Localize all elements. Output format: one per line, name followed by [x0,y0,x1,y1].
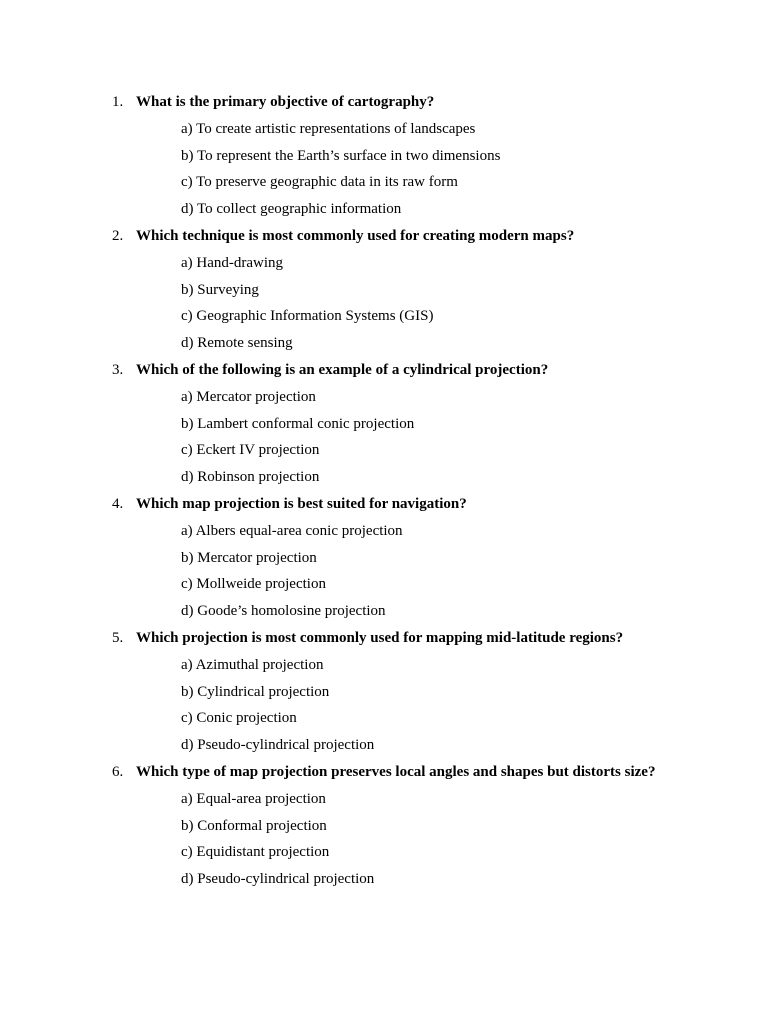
answer-option-c: c) Equidistant projection [181,844,330,861]
answer-option-a: a) Equal-area projection [181,790,326,807]
question-number: 3. [112,361,124,378]
answer-option-d: d) Remote sensing [181,335,293,352]
question-3 [0,357,768,491]
question-4 [0,491,768,625]
quiz-document [0,89,768,893]
answer-option-c: c) Conic projection [181,710,297,727]
answer-option-c: c) To preserve geographic data in its raw form [181,174,458,191]
answer-option-b: b) Lambert conformal conic projection [181,415,415,432]
answer-option-a: a) Azimuthal projection [181,656,324,673]
question-5 [0,625,768,759]
question-number: 6. [112,763,124,780]
question-header [0,625,768,652]
question-text: Which map projection is best suited for navigation? [136,495,467,512]
question-header [0,491,768,518]
answer-option-b: b) Conformal projection [181,817,327,834]
answer-option-d: d) Pseudo-cylindrical projection [181,737,375,754]
question-text: Which technique is most commonly used for creating modern maps? [136,227,575,244]
question-text: Which of the following is an example of a cylindrical projection? [136,361,549,378]
question-header [0,357,768,384]
question-6 [0,759,768,893]
answer-option-b: b) To represent the Earth’s surface in two dimensions [181,147,501,164]
question-header [0,759,768,786]
question-text: Which projection is most commonly used for mapping mid-latitude regions? [136,629,624,646]
answer-option-d: d) To collect geographic information [181,201,402,218]
answer-option-b: b) Mercator projection [181,549,317,566]
question-2 [0,223,768,357]
question-header [0,89,768,116]
answer-option-a: a) Albers equal-area conic projection [181,522,403,539]
answer-option-d: d) Pseudo-cylindrical projection [181,871,375,888]
answer-option-b: b) Surveying [181,281,259,298]
question-1 [0,89,768,223]
answer-option-c: c) Mollweide projection [181,576,326,593]
answer-option-a: a) To create artistic representations of landscapes [181,120,476,137]
answer-option-d: d) Robinson projection [181,469,320,486]
question-text: Which type of map projection preserves local angles and shapes but distorts size? [136,763,656,780]
answer-option-c: c) Geographic Information Systems (GIS) [181,308,434,325]
question-text: What is the primary objective of cartography? [136,94,435,110]
answer-option-a: a) Mercator projection [181,388,316,405]
question-number: 5. [112,629,124,646]
question-number: 4. [112,495,124,512]
answer-option-c: c) Eckert IV projection [181,442,320,459]
question-number: 2. [112,227,124,244]
question-number: 1. [112,94,124,110]
answer-option-a: a) Hand-drawing [181,254,284,271]
answer-option-b: b) Cylindrical projection [181,683,330,700]
answer-option-d: d) Goode’s homolosine projection [181,603,386,620]
question-header [0,223,768,250]
